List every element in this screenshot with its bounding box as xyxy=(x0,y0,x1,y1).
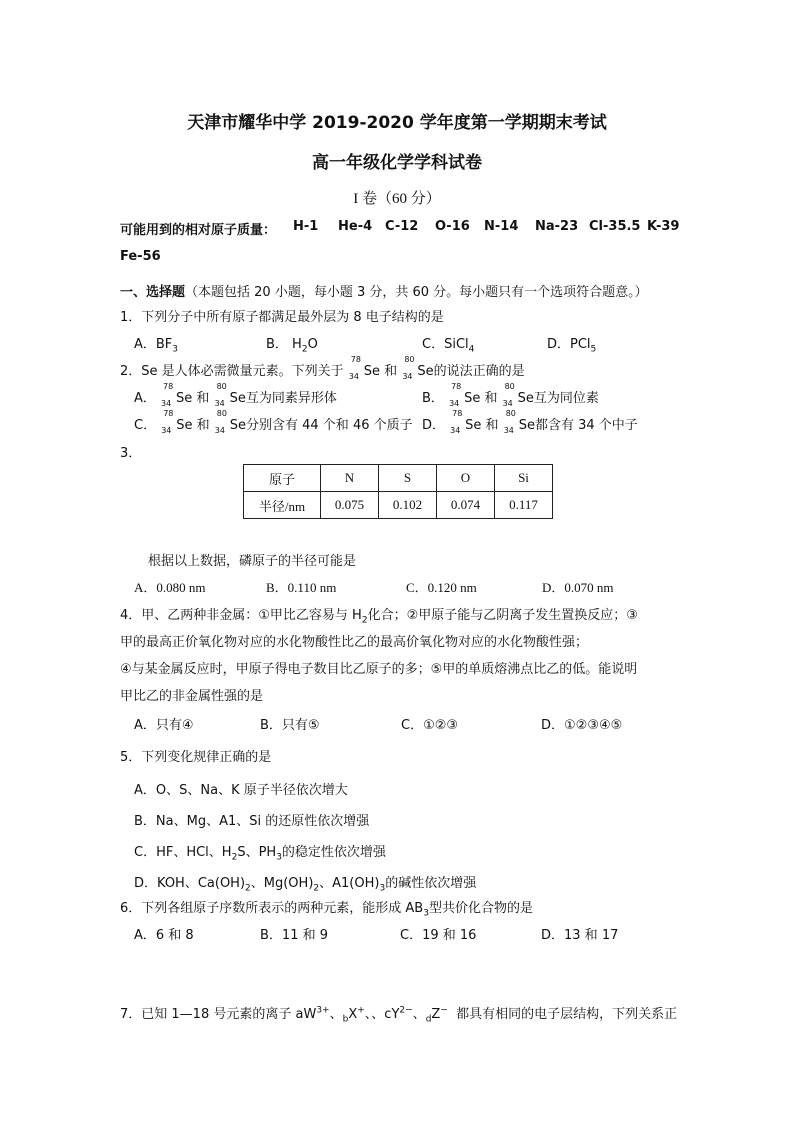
table-cell: 原子 xyxy=(244,465,321,492)
q6-option-a: A．6 和 8 xyxy=(134,928,194,943)
table-cell: 半径/nm xyxy=(244,492,321,519)
table-cell: Si xyxy=(495,465,553,492)
q4-option-b: B．只有⑤ xyxy=(260,718,320,733)
exam-title: 天津市耀华中学 2019-2020 学年度第一学期期末考试 xyxy=(187,113,607,133)
table-cell: 0.074 xyxy=(437,492,495,519)
q1-option-a: A．$BF_3$ xyxy=(134,337,179,355)
table-cell: 0.075 xyxy=(321,492,379,519)
table-row xyxy=(244,492,553,519)
mass-item: C-12 xyxy=(385,219,419,234)
q5-option-a: A．O、S、Na、K 原子半径依次增大 xyxy=(134,783,348,798)
q5-stem: 5．下列变化规律正确的是 xyxy=(120,750,272,765)
q3-stem: 根据以上数据，磷原子的半径可能是 xyxy=(148,554,357,569)
radius-table xyxy=(243,464,553,519)
table-cell: N xyxy=(321,465,379,492)
mass-item: He-4 xyxy=(338,219,373,234)
q6-option-d: D．13 和 17 xyxy=(541,928,619,943)
mass-item: N-14 xyxy=(484,219,519,234)
q2-option-a: A． 78 34 Se 和 80 34 Se互为同素异形体 xyxy=(134,381,337,408)
q5-option-b: B．Na、Mg、A1、Si 的还原性依次增强 xyxy=(134,814,370,829)
q4-line-4: 甲比乙的非金属性强的是 xyxy=(120,689,264,704)
masses-label: 可能用到的相对原子质量： xyxy=(120,223,277,238)
q1-option-d: D．PCl$_5$ xyxy=(547,337,597,355)
mass-item: O-16 xyxy=(435,219,470,234)
q1-stem: 1．下列分子中所有原子都满足最外层为 8 电子结构的是 xyxy=(120,310,444,325)
q3-number: 3． xyxy=(120,446,142,461)
q4-line-2: 甲的最高正价氧化物对应的水化物酸性比乙的最高价氧化物对应的水化物酸性强； xyxy=(120,635,589,650)
q1-option-b: B． $H_2O$ xyxy=(266,337,318,355)
paper-title: 高一年级化学学科试卷 xyxy=(312,153,482,173)
q6-stem: 6．下列各组原子序数所表示的两种元素，能形成 $AB_3$型共价化合物的是 xyxy=(120,901,533,919)
q2-option-b: B． 78 34 Se 和 80 34 Se互为同位素 xyxy=(422,381,599,408)
q6-option-b: B．11 和 9 xyxy=(260,928,328,943)
q3-option-c: C．0.120 nm xyxy=(406,580,477,595)
mass-item: Na-23 xyxy=(535,219,579,234)
mass-item: Fe-56 xyxy=(120,249,161,264)
q4-option-d: D．①②③④⑤ xyxy=(541,718,623,733)
q4-option-a: A．只有④ xyxy=(134,718,194,733)
table-cell: 0.117 xyxy=(495,492,553,519)
q5-option-c: C．HF、HCl、$H_2S$、$PH_3$的稳定性依次增强 xyxy=(134,845,386,863)
q3-option-a: A．0.080 nm xyxy=(134,580,206,595)
table-cell: 0.102 xyxy=(379,492,437,519)
mass-item: Cl-35.5 xyxy=(589,219,641,234)
table-cell: S xyxy=(379,465,437,492)
q2-option-d: D． 78 34 Se 和 80 34 Se都含有 34 个中子 xyxy=(422,408,638,435)
q4-line-3: ④与某金属反应时，甲原子得电子数目比乙原子的多；⑤甲的单质熔沸点比乙的低。能说明 xyxy=(120,662,638,677)
mass-item: K-39 xyxy=(647,219,680,234)
q4-option-c: C．①②③ xyxy=(401,718,459,733)
q4-line-1: 4．甲、乙两种非金属：①甲比乙容易与 $H_2$化合；②甲原子能与乙阴离子发生置换反应；③ xyxy=(120,608,638,626)
se80-isotope: 80 34 xyxy=(402,354,415,381)
q1-option-c: C．SiCl$_4$ xyxy=(422,337,475,355)
q3-option-d: D．0.070 nm xyxy=(542,580,614,595)
mass-item: H-1 xyxy=(293,219,319,234)
table-cell: O xyxy=(437,465,495,492)
q2-option-c: C． 78 34 Se 和 80 34 Se分别含有 44 个和 46 个质子 xyxy=(134,408,413,435)
section-label: 一、选择题 xyxy=(120,285,186,300)
table-row xyxy=(244,465,553,492)
q7-stem: 7．已知 1—18 号元素的离子 $aW^{3+}$、$_b$X+、、$cY^{2-}$、$_d$Z− 都具有相同的电子层结构，下列关系正 xyxy=(120,1005,678,1025)
section-heading xyxy=(120,281,648,300)
q6-option-c: C．19 和 16 xyxy=(400,928,477,943)
part-title: I 卷（60 分） xyxy=(353,191,441,207)
q2-stem: 2．Se 是人体必需微量元素。下列关于 78 34 Se 和 80 34 Se的说法正确的是 xyxy=(120,354,525,381)
section-note: （本题包括 20 小题，每小题 3 分，共 60 分。每小题只有一个选项符合题意。） xyxy=(185,285,648,300)
q5-option-d: D．KOH、$Ca(OH)_2$、$Mg(OH)_2$、$A1(OH)_3$的碱性依次增强 xyxy=(134,876,477,894)
q3-option-b: B．0.110 nm xyxy=(266,580,337,595)
se78-isotope: 78 34 xyxy=(348,354,361,381)
